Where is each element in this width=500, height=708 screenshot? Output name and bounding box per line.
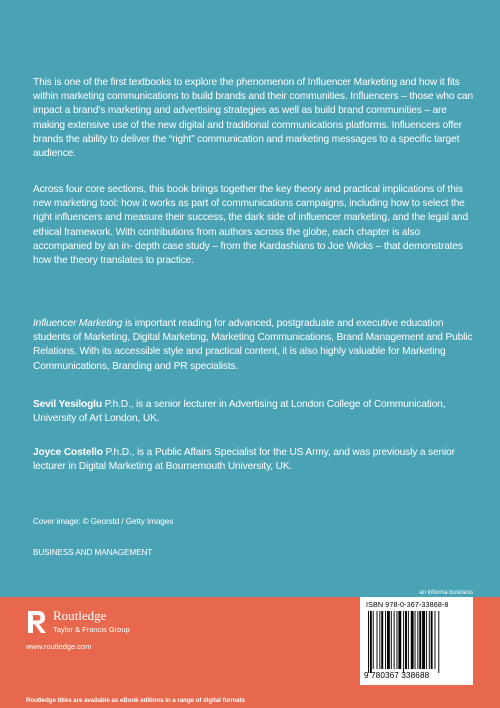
barcode-bar bbox=[398, 611, 401, 669]
barcode-bar bbox=[426, 611, 427, 669]
barcode-bar bbox=[435, 611, 436, 669]
isbn-barcode-box bbox=[360, 597, 473, 685]
barcode-bar bbox=[394, 611, 395, 669]
informa-tagline: an informa business bbox=[419, 590, 473, 596]
publisher-group: Taylor & Francis Group bbox=[53, 625, 130, 634]
barcode-bar bbox=[373, 611, 374, 669]
barcode-bar bbox=[408, 611, 409, 669]
barcode-bar bbox=[368, 611, 369, 673]
blurb-paragraph-1: This is one of the first textbooks to explore the phenomenon of Influencer Marketing and how it fits within marketing communications to build brands and their communities. Influencers – those who can impact a brand’s marketing and advertising strategies as well as build brand communities – are making extensive use of the new digital and traditional communications platforms. Influencers offer brands the ability to deliver the “right” communication and marketing messages to a specific target audience. bbox=[33, 77, 474, 160]
isbn-label: ISBN 978-0-367-33868-8 bbox=[366, 600, 449, 609]
author-name: Sevil Yesiloglu bbox=[33, 399, 102, 410]
author-name: Joyce Costello bbox=[33, 447, 103, 458]
back-cover-text bbox=[33, 0, 473, 595]
author-bio-text: P.h.D., is a senior lecturer in Advertising at London College of Communication, University of Art London, UK. bbox=[33, 399, 446, 425]
barcode-icon bbox=[366, 611, 467, 673]
barcode-bar bbox=[377, 611, 378, 669]
author-bio-1 bbox=[33, 398, 473, 426]
cover-image-credit: Cover image: © Georstd / Getty Images bbox=[33, 517, 174, 526]
barcode-bar bbox=[438, 611, 439, 673]
barcode-bar bbox=[405, 611, 407, 669]
barcode-digits: 9 780367 338688 bbox=[364, 671, 430, 680]
blurb-paragraph-3-text: is important reading for advanced, postgraduate and executive education students of Marketing, Digital Marketing, Marketing Communications, Brand Management and Public Relations. With its accessible style and practical content, it is also highly valuable for Marketing Communications, Branding and PR specialists. bbox=[33, 318, 473, 372]
subject-category: BUSINESS AND MANAGEMENT bbox=[33, 548, 153, 557]
publisher-footer bbox=[0, 597, 500, 708]
barcode-bar bbox=[385, 611, 386, 669]
blurb-paragraph-3 bbox=[33, 317, 473, 374]
barcode-bar bbox=[422, 611, 425, 669]
publisher-name: Routledge bbox=[53, 608, 107, 623]
author-bio-text: P.h.D., is a Public Affairs Specialist for the US Army, and was previously a senior lecturer in Digital Marketing at Bournemouth University, UK. bbox=[33, 447, 455, 473]
barcode-bar bbox=[370, 611, 372, 673]
blurb-paragraph-2: Across four core sections, this book brings together the key theory and practical implications of this new marketing tool: how it works as part of communications campaigns, including how to select the right influencers and measure their success, the dark side of influencer marketing, and the legal and ethical framework. With contributions from authors across the globe, each chapter is also accompanied by an in- depth case study – from the Kardashians to Joe Wicks – that demonstrates how the theory translates to practice. bbox=[33, 184, 469, 267]
barcode-bar bbox=[391, 611, 392, 669]
ebook-note: Routledge titles are available as eBook editions in a range of digital formats bbox=[26, 697, 245, 704]
book-title-italic: Influencer Marketing bbox=[33, 318, 123, 329]
barcode-bar bbox=[387, 611, 390, 669]
routledge-logo-icon bbox=[26, 609, 48, 635]
barcode-bar bbox=[431, 611, 433, 669]
barcode-bar bbox=[429, 611, 430, 669]
barcode-bar bbox=[419, 611, 421, 669]
publisher-url[interactable]: www.routledge.com bbox=[26, 642, 92, 651]
barcode-bar bbox=[381, 611, 383, 669]
barcode-bar bbox=[411, 611, 414, 669]
barcode-bar bbox=[397, 611, 398, 669]
barcode-bar bbox=[415, 611, 416, 669]
author-bio-2 bbox=[33, 446, 473, 474]
barcode-bar bbox=[403, 611, 404, 673]
barcode-bar bbox=[379, 611, 380, 669]
barcode-bar bbox=[417, 611, 418, 669]
